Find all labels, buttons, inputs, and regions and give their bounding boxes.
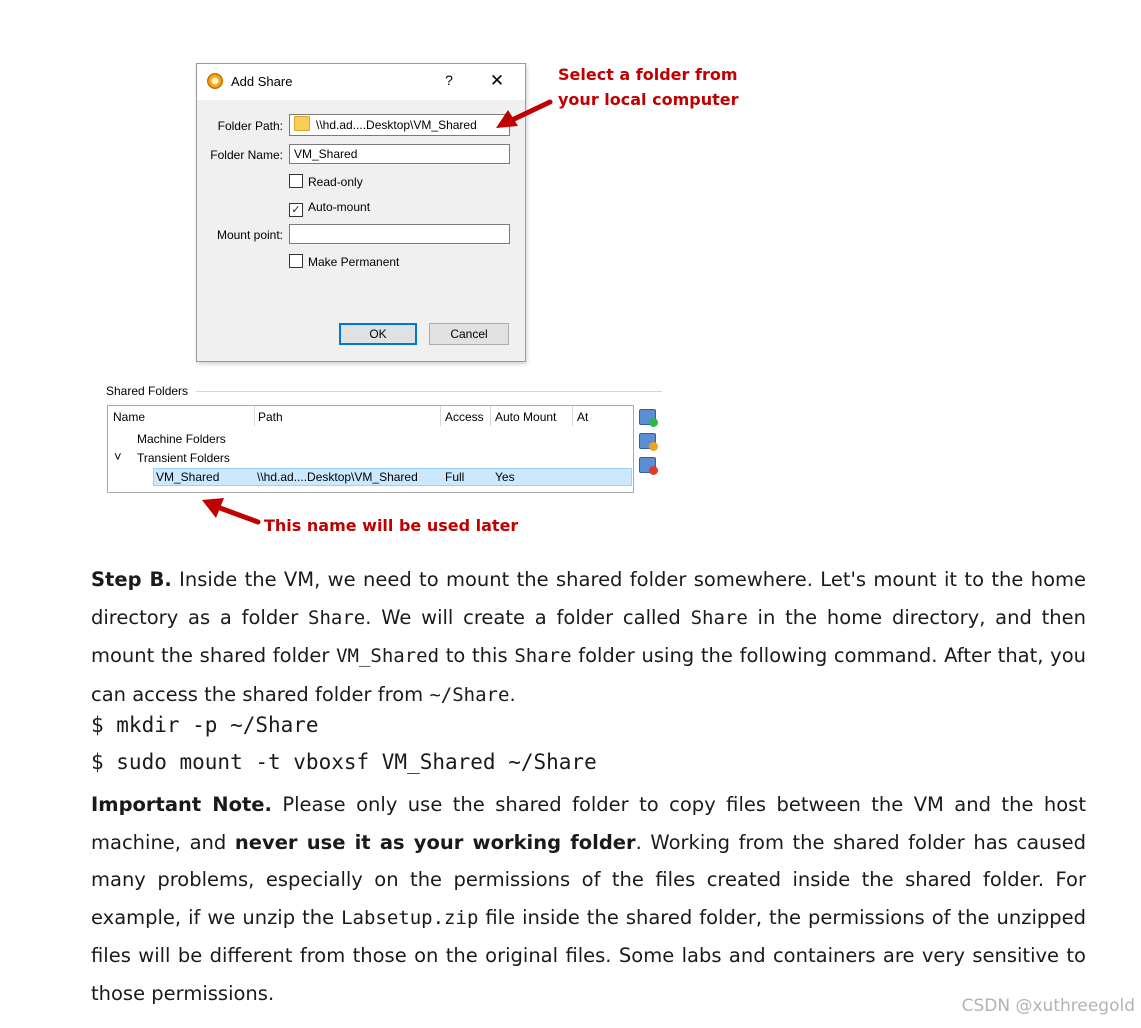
column-divider <box>572 406 573 426</box>
red-arrow-icon <box>198 496 266 530</box>
make-permanent-checkbox[interactable] <box>289 254 399 269</box>
command-mkdir: $ mkdir -p ~/Share <box>91 713 319 737</box>
column-divider <box>440 406 441 426</box>
text-run: . <box>509 682 516 706</box>
folder-path-field[interactable] <box>289 114 510 136</box>
make-permanent-box[interactable] <box>289 254 303 268</box>
row-name: VM_Shared <box>156 470 220 484</box>
text-run: . Working from the shared folder has caused many problems, especially on the permissions of the files created inside the shared folder. For example, if we unzip the <box>91 830 1086 929</box>
text-run: . We will create a folder called <box>365 605 691 629</box>
select-folder-line2: your local computer <box>558 90 739 109</box>
code-labsetup: Labsetup.zip <box>341 906 479 929</box>
edit-folder-icon[interactable] <box>639 433 656 449</box>
text-run: file inside the shared folder, the permissions of the unzipped files will be different from those on the original files. Some labs and containers are very sensitive to those permissions. <box>91 905 1086 1005</box>
folder-path-value: \\hd.ad....Desktop\VM_Shared <box>316 118 477 132</box>
mount-point-label: Mount point: <box>216 228 283 242</box>
column-header-at[interactable]: At <box>577 410 589 424</box>
read-only-label: Read-only <box>308 175 363 189</box>
close-button[interactable]: ✕ <box>489 71 505 90</box>
column-header-auto-mount[interactable]: Auto Mount <box>495 410 557 424</box>
code-share: Share <box>690 606 748 629</box>
command-mount: $ sudo mount -t vboxsf VM_Shared ~/Share <box>91 750 597 774</box>
text-run: in the home directory, and then mount the shared folder <box>91 605 1087 667</box>
important-note-paragraph <box>91 786 1086 1012</box>
read-only-box[interactable] <box>289 174 303 188</box>
column-header-access[interactable]: Access <box>445 410 484 424</box>
group-divider <box>196 391 662 392</box>
step-b-label: Step B. <box>91 568 172 591</box>
shared-folders-table <box>107 405 634 493</box>
shared-folders-panel <box>100 378 666 496</box>
select-folder-annotation <box>558 62 738 112</box>
mount-point-input[interactable] <box>289 224 510 244</box>
add-folder-icon[interactable] <box>639 409 656 425</box>
ok-button[interactable]: OK <box>339 323 417 345</box>
help-button[interactable]: ? <box>445 72 453 88</box>
auto-mount-label: Auto-mount <box>308 200 371 214</box>
folder-name-input[interactable]: VM_Shared <box>289 144 510 164</box>
shared-folders-title: Shared Folders <box>106 384 192 398</box>
text-run: folder using the following command. After that, you can access the shared folder from <box>91 644 1086 706</box>
checkmark-icon[interactable]: ✓ <box>289 203 303 217</box>
code-vm-shared: VM_Shared <box>336 645 440 667</box>
folder-path-label: Folder Path: <box>217 119 283 133</box>
tree-item-transient-folders[interactable]: Transient Folders <box>137 451 230 465</box>
cancel-button[interactable]: Cancel <box>429 323 509 345</box>
dialog-titlebar <box>197 64 525 100</box>
tree-item-machine-folders[interactable]: Machine Folders <box>137 432 226 446</box>
column-divider <box>490 406 491 426</box>
folder-icon <box>294 116 310 131</box>
table-row[interactable] <box>153 468 632 486</box>
read-only-checkbox[interactable] <box>289 174 363 189</box>
text-run: Please only use the shared folder to copy files between the VM and the host machine, and <box>91 793 1086 854</box>
code-share: Share <box>308 606 366 629</box>
remove-folder-icon[interactable] <box>639 457 656 473</box>
column-header-name[interactable]: Name <box>113 410 146 424</box>
chevron-down-icon[interactable]: ˅ <box>114 449 122 464</box>
row-auto-mount: Yes <box>495 470 515 484</box>
important-note-label: Important Note. <box>91 793 272 816</box>
virtualbox-icon <box>207 73 223 89</box>
text-run: to this <box>439 644 515 667</box>
text-run: Inside the VM, we need to mount the shared folder somewhere. Let's mount it to the home directory as a folder <box>91 568 1087 629</box>
folder-name-label: Folder Name: <box>210 148 283 162</box>
make-permanent-label: Make Permanent <box>308 255 400 269</box>
code-share: Share <box>514 645 572 667</box>
select-folder-line1: Select a folder from <box>558 65 738 84</box>
row-path: \\hd.ad....Desktop\VM_Shared <box>257 470 418 484</box>
note-emphasis: never use it as your working folder <box>234 830 636 854</box>
dialog-title: Add Share <box>231 74 293 89</box>
step-b-paragraph <box>91 561 1086 714</box>
code-home-share: ~/Share <box>429 683 510 706</box>
add-share-dialog <box>196 63 526 362</box>
row-access: Full <box>445 470 465 484</box>
watermark: CSDN @xuthreegold <box>961 996 1135 1016</box>
auto-mount-checkbox[interactable] <box>289 200 370 217</box>
column-header-path[interactable]: Path <box>258 410 283 424</box>
red-arrow-icon <box>490 96 556 136</box>
name-used-later-annotation: This name will be used later <box>264 516 519 535</box>
column-divider <box>254 406 255 426</box>
